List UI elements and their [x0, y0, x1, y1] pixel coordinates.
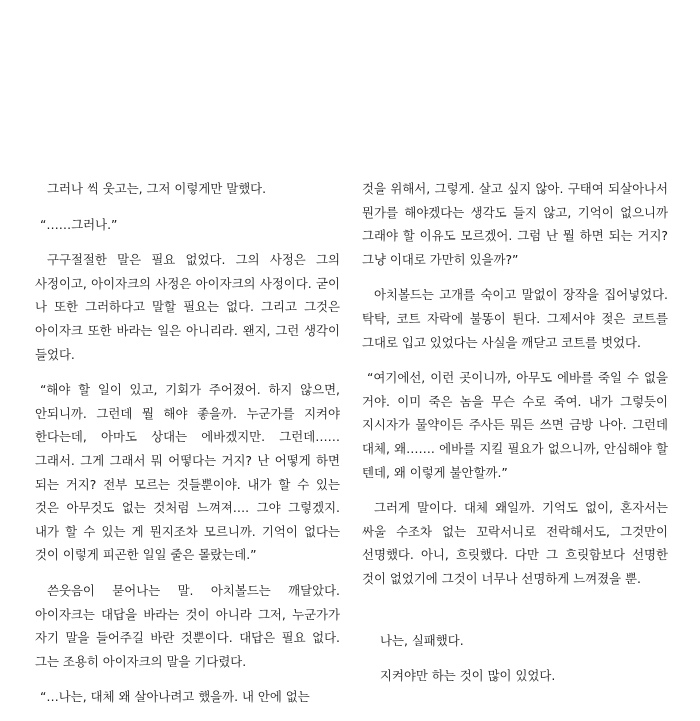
paragraph: 쓴웃음이 묻어나는 말. 아치볼드는 깨달았다. 아이자크는 대답을 바라는 것이 아니라 그저, 누군가가 자기 말을 들어주길 바란 것뿐이다. 대답은 필요 없다. 그는 조용히 아이자크의 말을 기다렸다.: [35, 582, 340, 669]
dialogue-paragraph: “……그러나.”: [40, 216, 118, 232]
dialogue-paragraph: “…나는, 대체 왜 살아나려고 했을까. 내 안에 없는: [40, 689, 310, 705]
continued-paragraph: 것을 위해서, 그렇게. 살고 싶지 않아. 구태여 되살아나서 뭔가를 해야겠다는 생각도 들지 않고, 기억이 없으니까 그래야 할 이유도 모르겠어. 그럼 난 뭘 하면 되는 거지? 그냥 이대로 가만히 있을까?”: [362, 181, 668, 267]
dialogue-paragraph: “해야 할 일이 있고, 기회가 주어졌어. 하지 않으면, 안되니까. 그런데 뭘 해야 좋을까. 누군가를 지켜야 한다는데, 아마도 상대는 에바겠지만. 그런데…… 그래서. 그게 그래서 뭐 어떻다는 거지? 난 어떻게 하면 되는 거지? 전부 모르는 것들뿐이야. 내가 할 수 있는 것은 아무것도 없는 것처럼 느껴져…. 그야 그렇겠지. 내가 할 수 있는 게 뭔지조차 모르니까. 기억이 없다는 것이 이렇게 피곤한 일일 줄은 몰랐는데.”: [35, 382, 340, 563]
paragraph: 지켜야만 하는 것이 많이 있었다.: [380, 668, 556, 684]
left-text-column: [35, 177, 340, 721]
right-text-column: [362, 177, 668, 700]
paragraph: 나는, 실패했다.: [380, 632, 464, 648]
paragraph: 아치볼드는 고개를 숙이고 말없이 장작을 집어넣었다. 탁탁, 코트 자락에 불똥이 튄다. 그제서야 젖은 코트를 그대로 입고 있었다는 사실을 깨닫고 코트를 벗었다.: [362, 287, 668, 350]
paragraph: 구구절절한 말은 필요 없었다. 그의 사정은 그의 사정이고, 아이자크의 사정은 아이자크의 사정이다. 굳이 나 또한 그러하다고 말할 필요는 없다. 그리고 그것은 아이자크 또한 바라는 일은 아니리라. 왠지, 그런 생각이 들었다.: [35, 252, 340, 362]
paragraph: 그러게 말이다. 대체 왜일까. 기억도 없이, 혼자서는 싸울 수조차 없는 꼬락서니로 전락해서도, 그것만이 선명했다. 아니, 흐릿했다. 다만 그 흐릿함보다 선명한 것이 없었기에 그것이 너무나 선명하게 느껴졌을 뿐.: [362, 500, 668, 586]
dialogue-paragraph: “여기에선, 이런 곳이니까, 아무도 에바를 죽일 수 없을 거야. 이미 죽은 놈을 무슨 수로 죽여. 내가 그렇듯이 지시자가 물약이든 주사든 뭐든 쓰면 금방 나아. 그런데 대체, 왜……. 에바를 지킬 필요가 없으니까, 안심해야 할 텐데, 왜 이렇게 불안할까.”: [362, 370, 668, 480]
paragraph: 그러나 씩 웃고는, 그저 이렇게만 말했다.: [47, 181, 267, 196]
